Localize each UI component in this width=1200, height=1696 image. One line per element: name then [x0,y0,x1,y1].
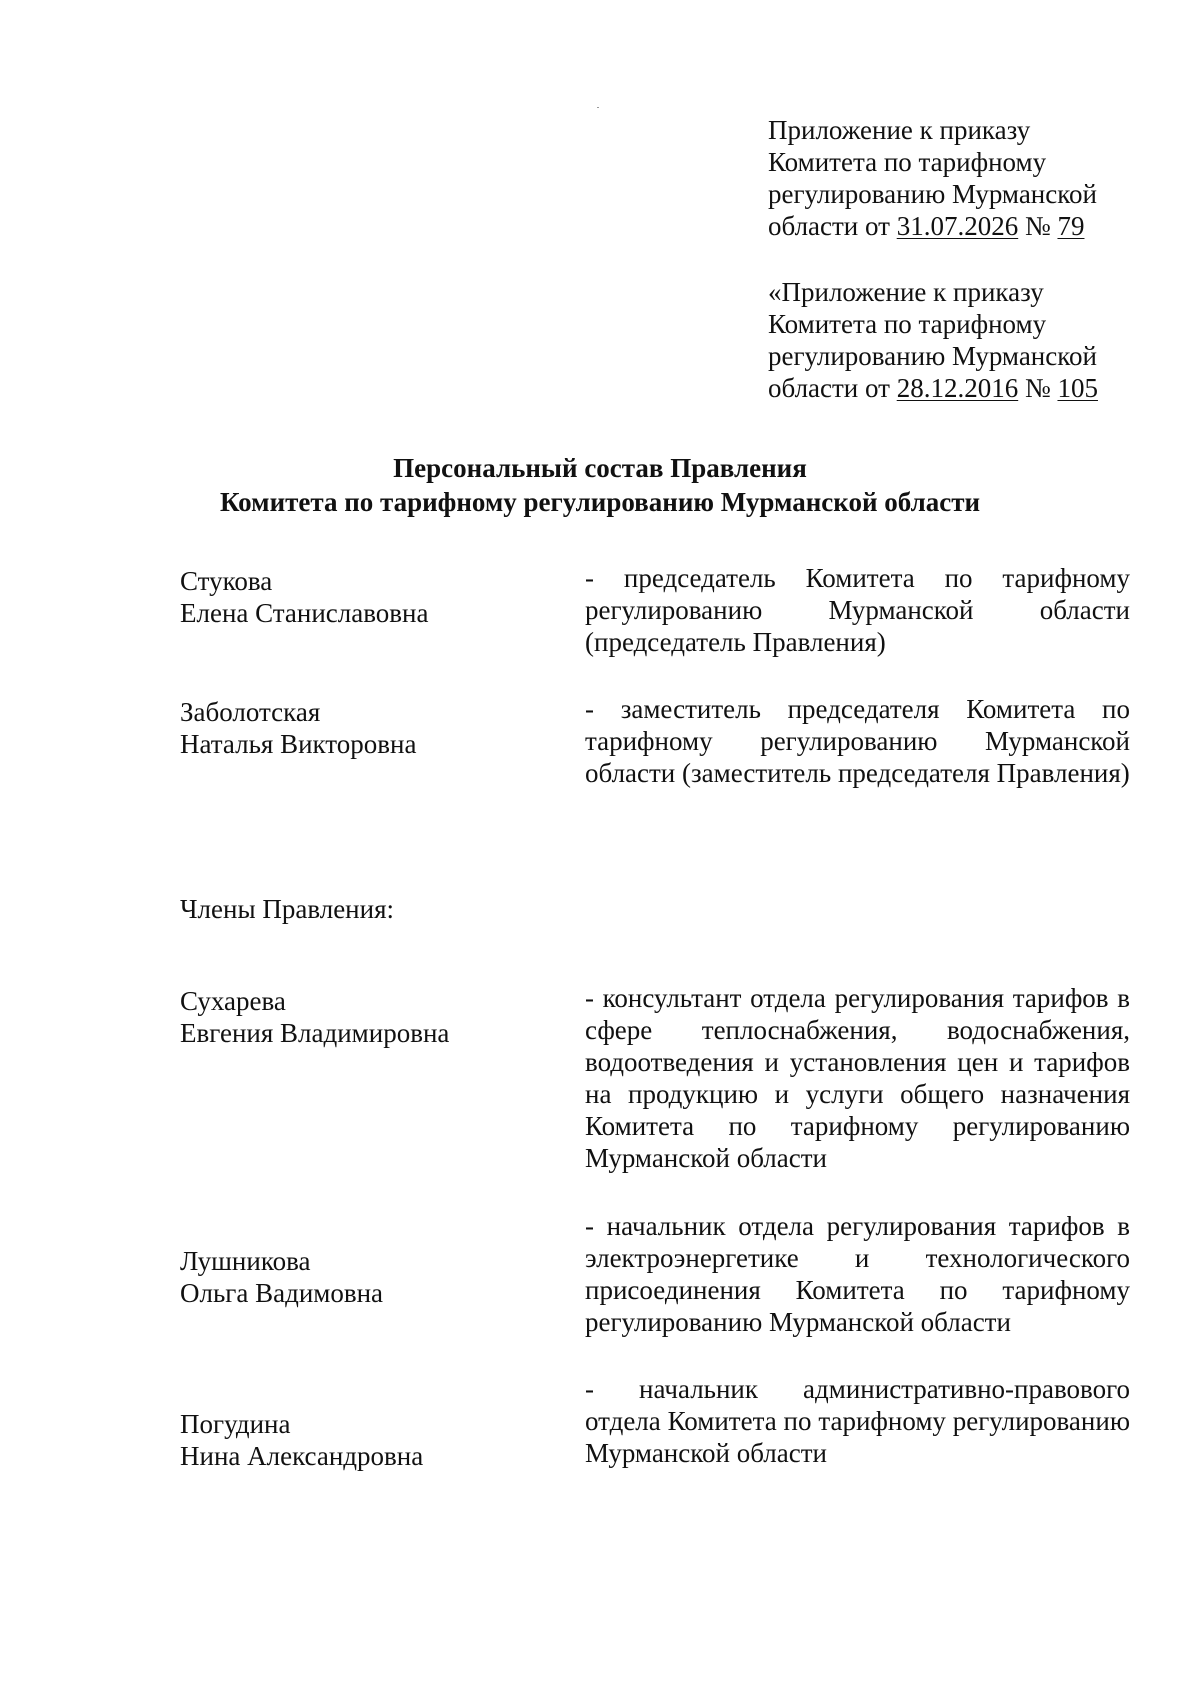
person-role-zabolotskaya: - заместитель председателя Комитета по тарифному регулированию Мурманской области (заместитель председателя Правления) [585,694,1130,788]
appendix-original-number-sign: № [1018,373,1058,403]
scan-speck [597,107,599,108]
document-title [0,451,1200,519]
appendix-original-line-4 [768,372,1168,404]
appendix-original-number: 105 [1057,373,1098,403]
person-name-pogudina [180,1408,560,1472]
person-surname: Сухарева [180,986,286,1016]
document-title-line-1: Персональный состав Правления [393,453,807,483]
person-given-names: Нина Александровна [180,1441,424,1471]
appendix-current-date: 31.07.2026 [896,211,1019,241]
appendix-original [768,276,1168,404]
appendix-current [768,114,1168,242]
person-name-sukhareva [180,985,560,1049]
document-title-line-2: Комитета по тарифному регулированию Мурманской области [219,487,981,517]
person-given-names: Наталья Викторовна [180,729,417,759]
person-given-names: Евгения Владимировна [180,1018,450,1048]
appendix-current-line-3: регулированию Мурманской [768,179,1097,209]
person-role-sukhareva: - консультант отдела регулирования тарифов в сфере теплоснабжения, водоснабжения, водоотведения и установления цен и тарифов на продукцию и услуги общего назначения Комитета по тарифному регулированию Мурманской области [585,983,1130,1173]
person-given-names: Елена Станиславовна [180,598,429,628]
appendix-current-line-1: Приложение к приказу [768,115,1031,145]
person-role-stukova: - председатель Комитета по тарифному регулированию Мурманской области (председатель Правления) [585,563,1130,657]
person-surname: Погудина [180,1409,291,1439]
appendix-original-prefix: области от [768,373,897,403]
person-name-zabolotskaya [180,696,560,760]
appendix-current-line-2: Комитета по тарифному [768,147,1047,177]
person-role-pogudina: - начальник административно-правового отдела Комитета по тарифному регулированию Мурманской области [585,1374,1130,1468]
appendix-original-line-3: регулированию Мурманской [768,341,1097,371]
appendix-current-line-4 [768,210,1168,242]
person-given-names: Ольга Вадимовна [180,1278,384,1308]
appendix-current-number: 79 [1057,211,1085,241]
person-surname: Заболотская [180,697,321,727]
person-name-stukova [180,565,560,629]
appendix-original-line-1: «Приложение к приказу [768,277,1044,307]
person-surname: Стукова [180,566,273,596]
appendix-current-number-sign: № [1018,211,1058,241]
appendix-original-date: 28.12.2016 [896,373,1019,403]
person-surname: Лушникова [180,1246,311,1276]
members-label: Члены Правления: [180,894,394,924]
appendix-original-line-2: Комитета по тарифному [768,309,1047,339]
appendix-current-prefix: области от [768,211,897,241]
person-name-lushnikova [180,1245,560,1309]
person-role-lushnikova: - начальник отдела регулирования тарифов в электроэнергетике и технологического присоединения Комитета по тарифному регулированию Мурманской области [585,1211,1130,1337]
